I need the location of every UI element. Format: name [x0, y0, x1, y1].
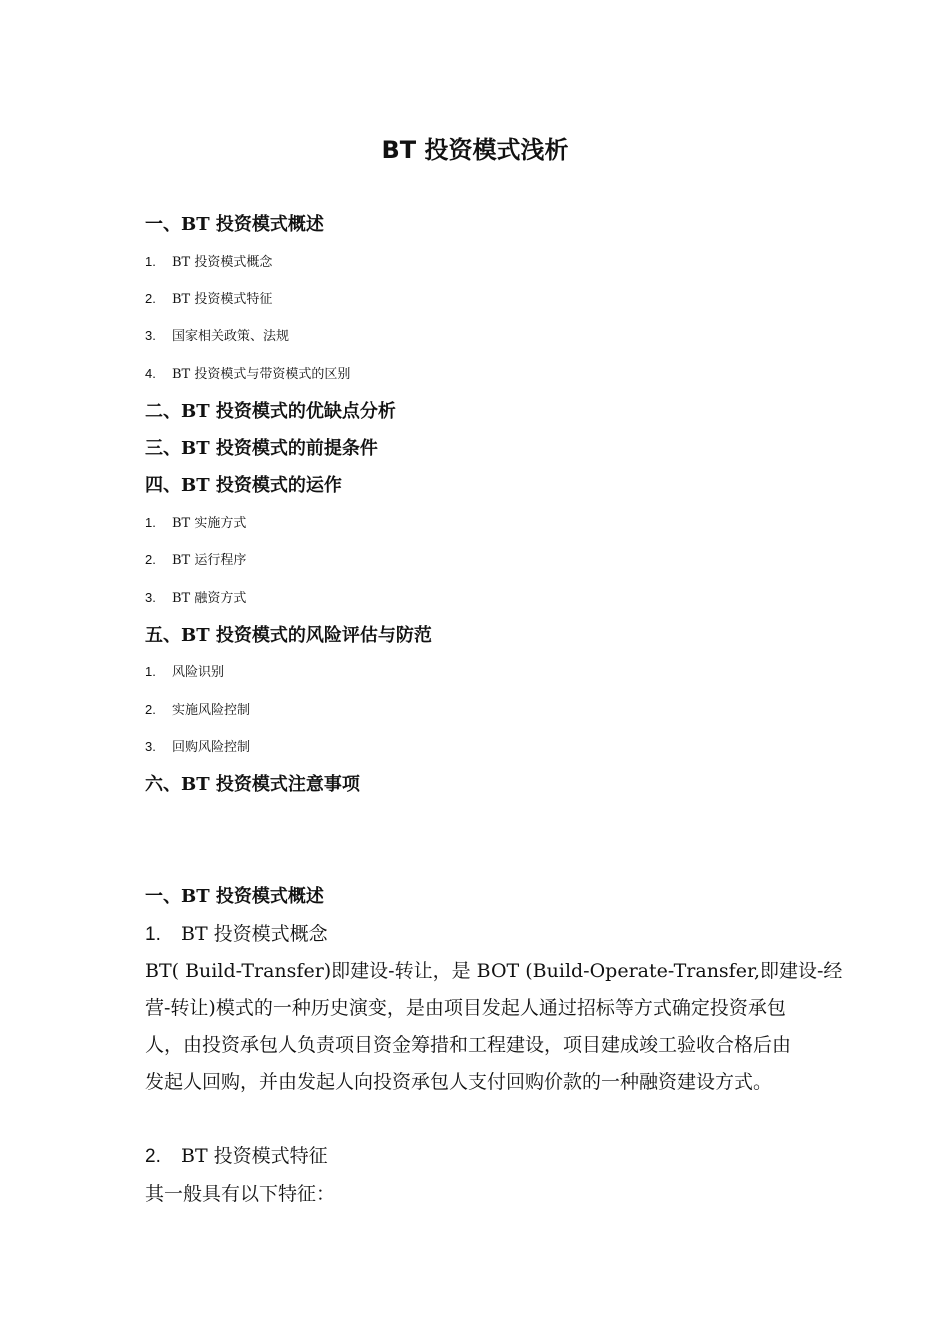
toc-item-number: 2. — [145, 702, 156, 717]
toc-item — [145, 290, 272, 309]
toc-item-text: BT 实施方式 — [172, 516, 247, 531]
toc-item — [145, 701, 250, 720]
toc-item-number: 4. — [145, 366, 156, 381]
toc-heading-5: 五、BT 投资模式的风险评估与防范 — [145, 625, 432, 646]
toc-item-number: 1. — [145, 515, 156, 530]
toc-item-text: BT 投资模式与带资模式的区别 — [172, 367, 351, 382]
paragraph-line: 发起人回购，并由发起人向投资承包人支付回购价款的一种融资建设方式。 — [145, 1071, 773, 1093]
toc-item-number: 3. — [145, 328, 156, 343]
toc-item — [145, 663, 224, 682]
toc-item — [145, 551, 246, 570]
toc-item-text: 国家相关政策、法规 — [172, 329, 290, 344]
toc-item — [145, 514, 246, 533]
toc-heading-3: 三、BT 投资模式的前提条件 — [145, 438, 378, 459]
toc-item-number: 3. — [145, 590, 156, 605]
toc-item — [145, 589, 246, 608]
toc-item-text: 风险识别 — [172, 665, 225, 680]
toc-item — [145, 327, 289, 346]
paragraph-line: BT( Build-Transfer)即建设-转让，是 BOT (Build-Operate-Transfer,即建设-经 — [145, 960, 843, 982]
toc-heading-1: 一、BT 投资模式概述 — [145, 214, 324, 235]
paragraph-line: 营-转让)模式的一种历史演变，是由项目发起人通过招标等方式确定投资承包 — [145, 997, 786, 1019]
toc-item-number: 1. — [145, 664, 156, 679]
toc-item-number: 3. — [145, 739, 156, 754]
toc-heading-6: 六、BT 投资模式注意事项 — [145, 774, 360, 795]
toc-heading-2: 二、BT 投资模式的优缺点分析 — [145, 401, 396, 422]
subsection-heading — [145, 921, 328, 948]
paragraph-intro: 其一般具有以下特征： — [145, 1183, 336, 1205]
toc-item-text: 回购风险控制 — [172, 740, 251, 755]
document-title: BT 投资模式浅析 — [381, 136, 569, 164]
subsection-text: BT 投资模式概念 — [181, 923, 328, 945]
toc-item-text: 实施风险控制 — [172, 703, 251, 718]
toc-item-number: 2. — [145, 291, 156, 306]
toc-item-number: 2. — [145, 552, 156, 567]
toc-item — [145, 365, 350, 384]
toc-item-number: 1. — [145, 254, 156, 269]
toc-item — [145, 253, 272, 272]
toc-heading-4: 四、BT 投资模式的运作 — [145, 475, 342, 496]
toc-item-text: BT 投资模式特征 — [172, 292, 273, 307]
subsection-number: 1. — [145, 924, 161, 945]
subsection-number: 2. — [145, 1146, 161, 1167]
toc-item — [145, 738, 250, 757]
subsection-heading — [145, 1143, 328, 1170]
toc-item-text: BT 运行程序 — [172, 553, 247, 568]
toc-item-text: BT 投资模式概念 — [172, 255, 273, 270]
paragraph-line: 人，由投资承包人负责项目资金筹措和工程建设，项目建成竣工验收合格后由 — [145, 1034, 792, 1056]
toc-item-text: BT 融资方式 — [172, 591, 247, 606]
paragraph — [145, 953, 843, 1101]
subsection-text: BT 投资模式特征 — [181, 1145, 328, 1167]
section-heading: 一、BT 投资模式概述 — [145, 886, 324, 907]
